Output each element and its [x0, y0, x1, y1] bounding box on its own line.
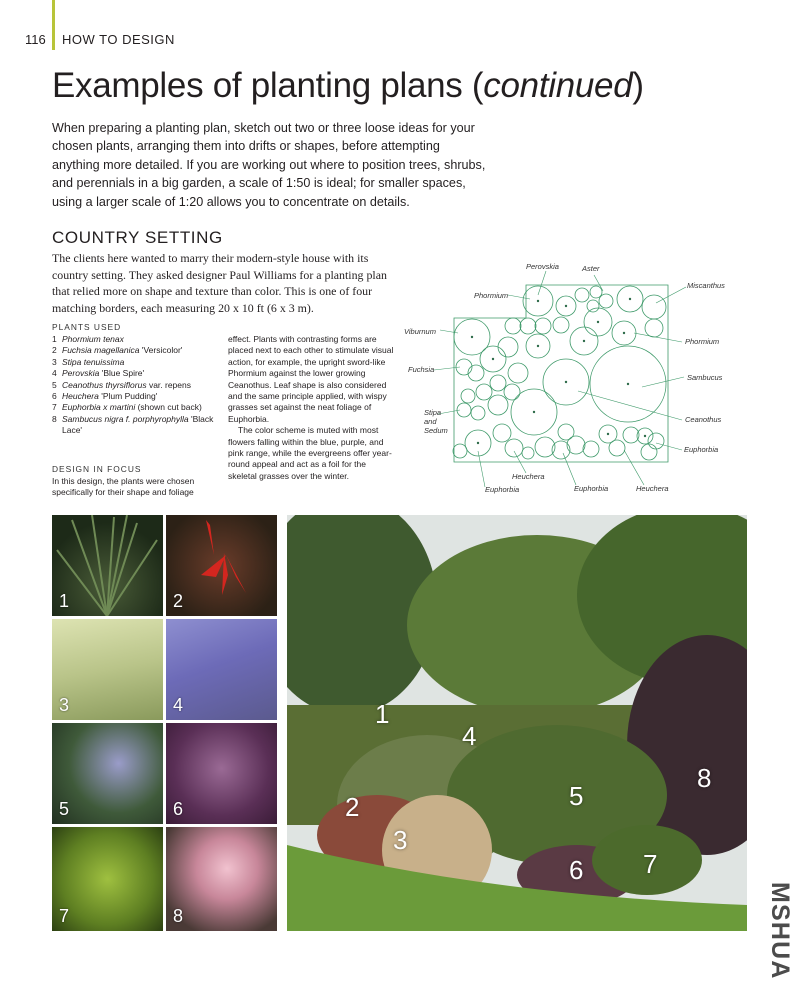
photo-fuchsia — [166, 515, 277, 616]
plan-label: Euphorbia — [684, 445, 719, 454]
border-outline — [454, 285, 668, 462]
photo-sambucus — [166, 827, 277, 931]
photo-number: 1 — [375, 699, 390, 729]
design-in-focus-heading: DESIGN IN FOCUS — [52, 464, 142, 474]
photo-number: 6 — [173, 799, 184, 819]
list-item: 3 Stipa tenuissima — [52, 356, 125, 367]
design-text-1: In this design, the plants were chosen specifically for their shape and foliage — [52, 476, 195, 498]
photo-number: 3 — [59, 695, 70, 715]
plan-label: Euphorbia — [574, 484, 609, 493]
plan-label: Heuchera — [636, 484, 669, 493]
plan-label: Aster — [582, 264, 600, 273]
photo-perovskia — [166, 619, 277, 720]
photo-number: 4 — [462, 721, 477, 751]
list-item: 4 Perovskia 'Blue Spire' — [52, 368, 145, 379]
photo-number: 2 — [173, 591, 184, 611]
plan-label: Heuchera — [512, 472, 545, 481]
list-item: 2 Fuchsia magellanica 'Versicolor' — [52, 345, 183, 356]
photo-number: 8 — [697, 763, 712, 793]
plan-label: Phormium — [685, 337, 720, 346]
intro-paragraph: When preparing a planting plan, sketch out two or three loose ideas for your chosen plants, arranging them into drifts or shapes, before attempting anything more detailed. If you are working out where to position trees, shrubs, and perennials in a big garden, a scale of 1:50 is ideal; for smaller spaces, using a larger scale of 1:20 allows you to concentrate on details. — [52, 121, 486, 209]
photo-number: 4 — [173, 695, 184, 715]
title-close: ) — [632, 66, 644, 105]
page-title — [52, 66, 644, 106]
photo-euphorbia — [52, 827, 163, 931]
photo-number: 1 — [59, 591, 70, 611]
photo-number: 2 — [345, 792, 360, 822]
planting-plan-diagram — [398, 255, 738, 500]
photo-number: 5 — [569, 781, 584, 811]
plan-label: Fuchsia — [408, 365, 435, 374]
plan-label: Perovskia — [526, 262, 559, 271]
photo-number: 3 — [393, 825, 408, 855]
photo-number: 5 — [59, 799, 70, 819]
plan-label: Viburnum — [404, 327, 436, 336]
list-item: 5 Ceanothus thyrsiflorus var. repens — [52, 379, 191, 390]
photo-number: 6 — [569, 855, 584, 885]
header-rule — [52, 0, 55, 50]
photo-stipa — [52, 619, 163, 720]
plan-label: Sedum — [424, 426, 448, 435]
country-setting-heading: COUNTRY SETTING — [52, 228, 223, 247]
plan-label: Ceanothus — [685, 415, 722, 424]
plan-label: Stipa — [424, 408, 442, 417]
photo-number: 8 — [173, 906, 184, 926]
list-item: 6 Heuchera 'Plum Pudding' — [52, 391, 158, 402]
photo-number: 7 — [59, 906, 70, 926]
photo-phormium — [52, 515, 163, 616]
photo-number: 7 — [643, 849, 658, 879]
country-lead: The clients here wanted to marry their modern-style house with its country setting. They asked designer Paul Williams for a planting plan that relied more on shape and texture than color. This is one of four matching borders, each measuring 20 x 10 ft (6 x 3 m). — [52, 251, 387, 315]
design-text-3: The color scheme is muted with most flowers falling within the blue, purple, and pink range, while the evergreens offer year-round appeal and act as a foil for the skeletal grasses over the winter. — [228, 425, 392, 481]
side-tab-text: MSHUA — [766, 882, 794, 980]
title-main: Examples of planting plans ( — [52, 66, 484, 105]
design-text-column — [228, 334, 394, 482]
plant-list — [52, 334, 228, 437]
plan-label: Euphorbia — [485, 485, 520, 494]
side-tab — [764, 882, 794, 1001]
photo-heuchera — [166, 723, 277, 824]
section-name: HOW TO DESIGN — [62, 32, 175, 47]
plan-label: Phormium — [474, 291, 509, 300]
plan-label: Sambucus — [687, 373, 723, 382]
garden-border-photo — [287, 515, 747, 931]
title-italic: continued — [483, 66, 633, 105]
list-item: 7 Euphorbia x martini (shown cut back) — [52, 402, 202, 413]
list-item: 1 Phormium tenax — [52, 334, 124, 344]
design-text-2: effect. Plants with contrasting forms are placed next to each other to stimulate visual action, for example, the upright sword-like Phormium against the lower growing Ceanothus. Leaf shape is also considered and the same principle applied, with wispy grasses set against the neat foliage of Euphorbia. — [228, 334, 394, 424]
list-item: 8 Sambucus nigra f. porphyrophylla 'Black Lace' — [52, 413, 214, 436]
plan-label: Miscanthus — [687, 281, 725, 290]
photo-ceanothus — [52, 723, 163, 824]
plants-used-heading: PLANTS USED — [52, 322, 122, 332]
page-number: 116 — [25, 32, 46, 47]
plan-label: and — [424, 417, 437, 426]
